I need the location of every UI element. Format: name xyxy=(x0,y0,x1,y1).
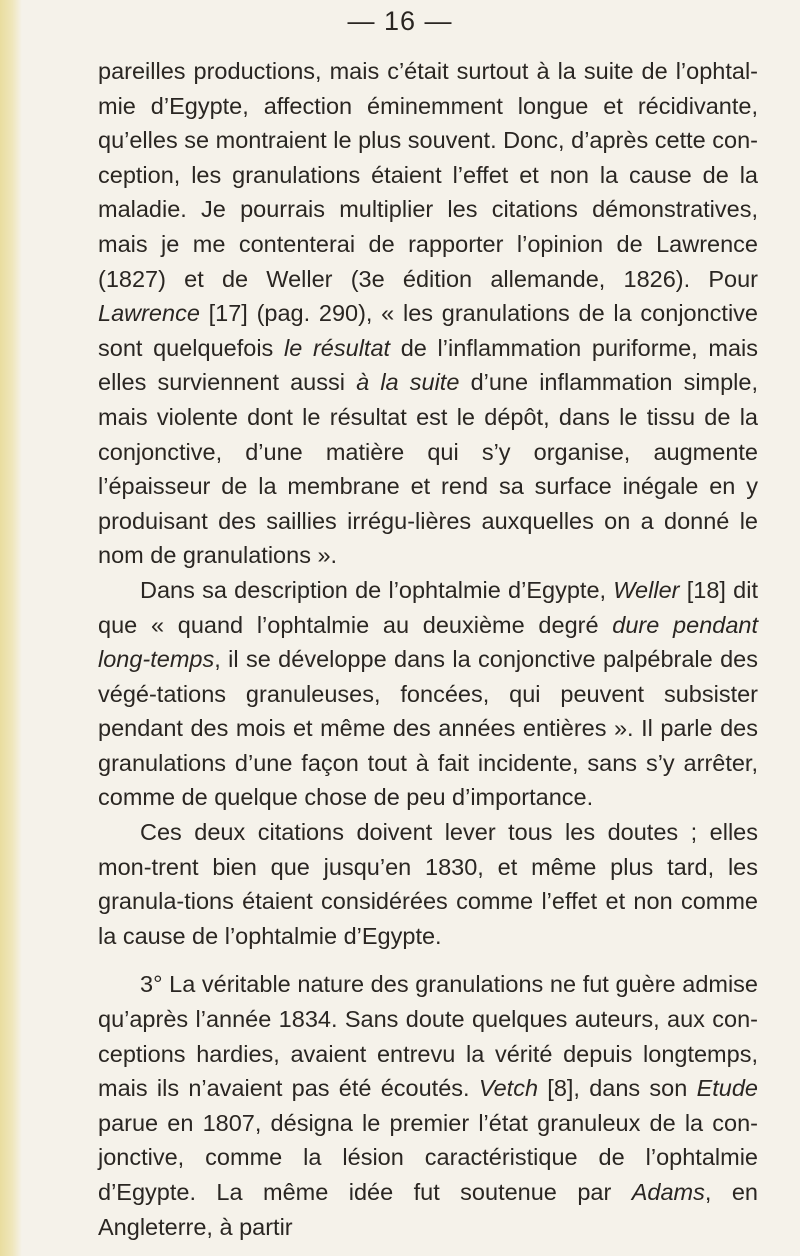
text-run: 3° La véritable nature des granulations ne fut guère admise qu’après l’année 1834. Sans doute quelques auteurs, aux con-ceptions hardies, avaient entrevu la vérité depuis longtemps, mais ils n’avaient pas été écoutés. xyxy=(98,971,758,1102)
text-run: [17] (pag. 290), « les granulations de la conjonctive sont quelquefois xyxy=(98,300,758,361)
italic-run: Etude xyxy=(696,1075,758,1102)
paragraph xyxy=(98,815,758,953)
text-run: Ces deux citations doivent lever tous les doutes ; elles mon-trent bien que jusqu’en 1830, et même plus tard, les granula-tions étaient considérées comme l’effet et non comme la cause de l’ophtalmie d’Egypte. xyxy=(98,819,758,949)
text-run: de l’inflammation puriforme, mais elles surviennent aussi xyxy=(98,334,758,396)
italic-run: Adams xyxy=(631,1179,705,1205)
text-run: [18] dit que « quand l’ophtalmie au deuxième degré xyxy=(98,576,758,638)
italic-run: Vetch xyxy=(478,1075,539,1102)
italic-run: Weller xyxy=(613,576,680,603)
page-number: — 16 — xyxy=(347,6,453,36)
paragraph xyxy=(98,967,758,1244)
text-run: pareilles productions, mais c’était surtout à la suite de l’ophtal-mie d’Egypte, affection éminemment longue et récidivante, qu’elles se montraient le plus souvent. Donc, d’après cette con-ception, les granulations étaient l’effet et non la cause de la maladie. Je pourrais multiplier les citations démonstratives, mais je me contenterai de rapporter l’opinion de Lawrence (1827) et de Weller (3e édition allemande, 1826). Pour xyxy=(98,58,758,292)
text-run: , en Angleterre, à partir xyxy=(98,1179,758,1240)
italic-run: à la suite xyxy=(356,369,460,396)
text-run: [8], dans son xyxy=(538,1075,697,1102)
italic-run: le résultat xyxy=(284,334,391,361)
text-run: Dans sa description de l’ophtalmie d’Egypte, xyxy=(140,576,614,603)
body-text xyxy=(98,54,758,1244)
page-edge xyxy=(0,0,22,1256)
paragraph xyxy=(98,573,758,815)
text-run: parue en 1807, désigna le premier l’état granuleux de la con-jonctive, comme la lésion caractéristique de l’ophtalmie d’Egypte. La même idée fut soutenue par xyxy=(98,1109,758,1205)
italic-run: Lawrence xyxy=(98,300,200,327)
paragraph xyxy=(98,54,758,573)
text-run: d’une inflammation simple, mais violente dont le résultat est le dépôt, dans le tissu de la conjonctive, d’une matière qui s’y organise, augmente l’épaisseur de la membrane et rend sa surface inégale en y produisant des saillies irrégu-lières auxquelles on a donné le nom de granulations ». xyxy=(98,369,759,569)
text-run: , il se développe dans la conjonctive palpébrale des végé-tations granuleuses, foncées, qui peuvent subsister pendant des mois et même des années entières ». Il parle des granulations d’une façon tout à fait incidente, sans s’y arrêter, comme de quelque chose de peu d’importance. xyxy=(98,646,758,811)
italic-run: dure pendant long-temps xyxy=(98,611,759,673)
